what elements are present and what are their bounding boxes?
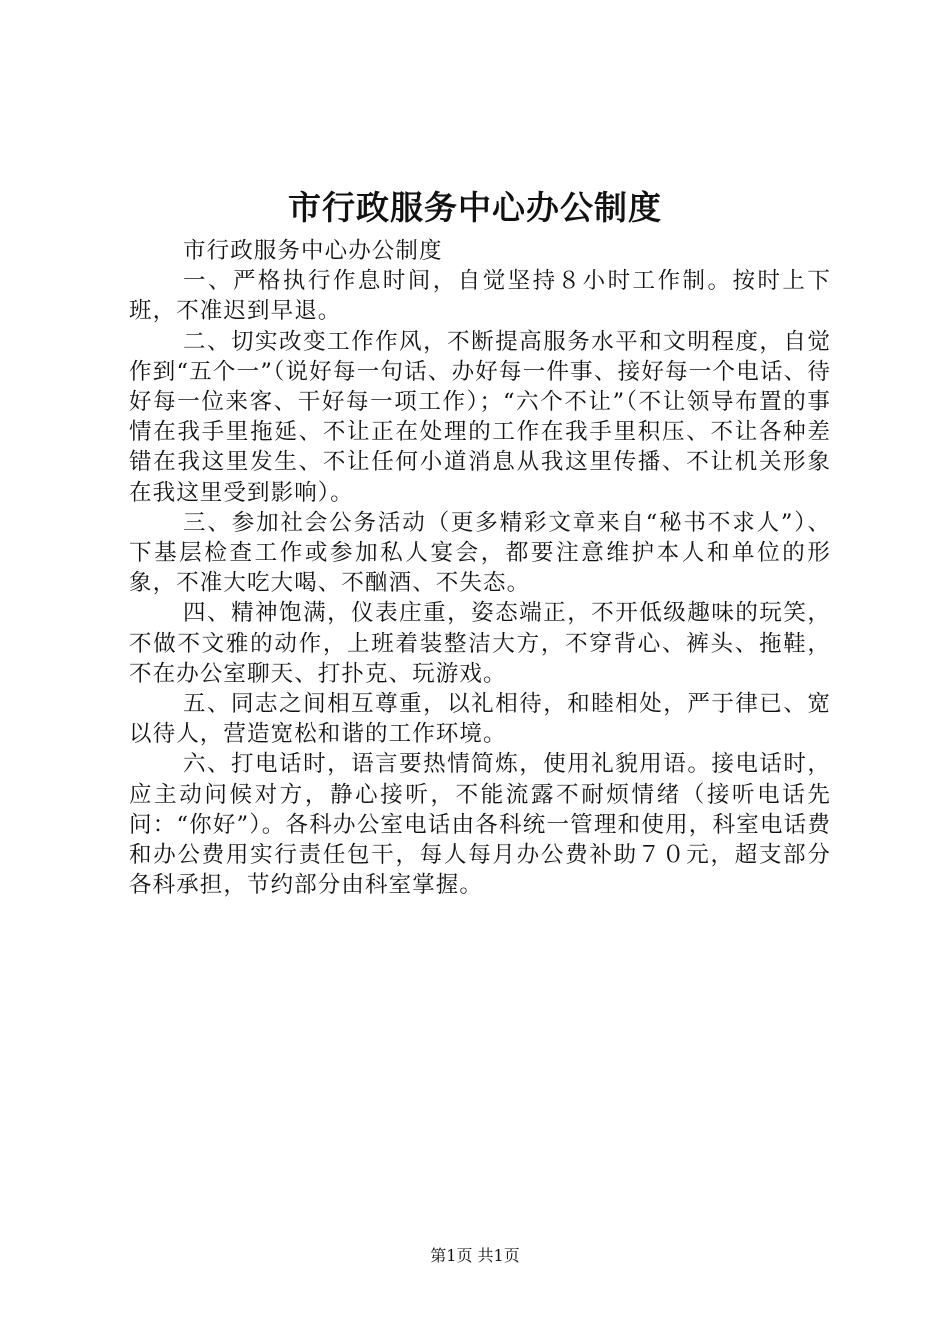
paragraph-5: 五、同志之间相互尊重，以礼相待，和睦相处，严于律已、宽以待人，营造宽松和谐的工作环境。 [129, 691, 831, 748]
paragraph-2: 二、切实改变工作作风，不断提高服务水平和文明程度，自觉作到“五个一”（说好每一句话、办好每一件事、接好每一个电话、待好每一位来客、干好每一项工作）；“六个不让”（不让领导布置的事情在我手里拖延、不让正在处理的工作在我手里积压、不让各种差错在我这里发生、不让任何小道消息从我这里传播、不让机关形象在我这里受到影响）。 [129, 328, 831, 506]
document-subtitle: 市行政服务中心办公制度 [183, 238, 443, 264]
page-footer: 第1页 共1页 [430, 1246, 520, 1265]
paragraph-1: 一、严格执行作息时间，自觉坚持８小时工作制。按时上下班，不准迟到早退。 [129, 268, 831, 325]
paragraph-6: 六、打电话时，语言要热情简炼，使用礼貌用语。接电话时，应主动问候对方，静心接听，不能流露不耐烦情绪（接听电话先问：“你好”）。各科办公室电话由各科统一管理和使用，科室电话费和办公费用实行责任包干，每人每月办公费补助７０元，超支部分各科承担，节约部分由科室掌握。 [129, 751, 831, 899]
paragraph-4: 四、精神饱满，仪表庄重，姿态端正，不开低级趣味的玩笑，不做不文雅的动作，上班着装整洁大方，不穿背心、裤头、拖鞋，不在办公室聊天、打扑克、玩游戏。 [129, 600, 831, 687]
document-body [129, 236, 831, 900]
paragraph-3: 三、参加社会公务活动（更多精彩文章来自“秘书不求人”）、下基层检查工作或参加私人宴会，都要注意维护本人和单位的形象，不准大吃大喝、不酗酒、不失态。 [129, 509, 831, 597]
document-title: 市行政服务中心办公制度 [288, 188, 662, 227]
